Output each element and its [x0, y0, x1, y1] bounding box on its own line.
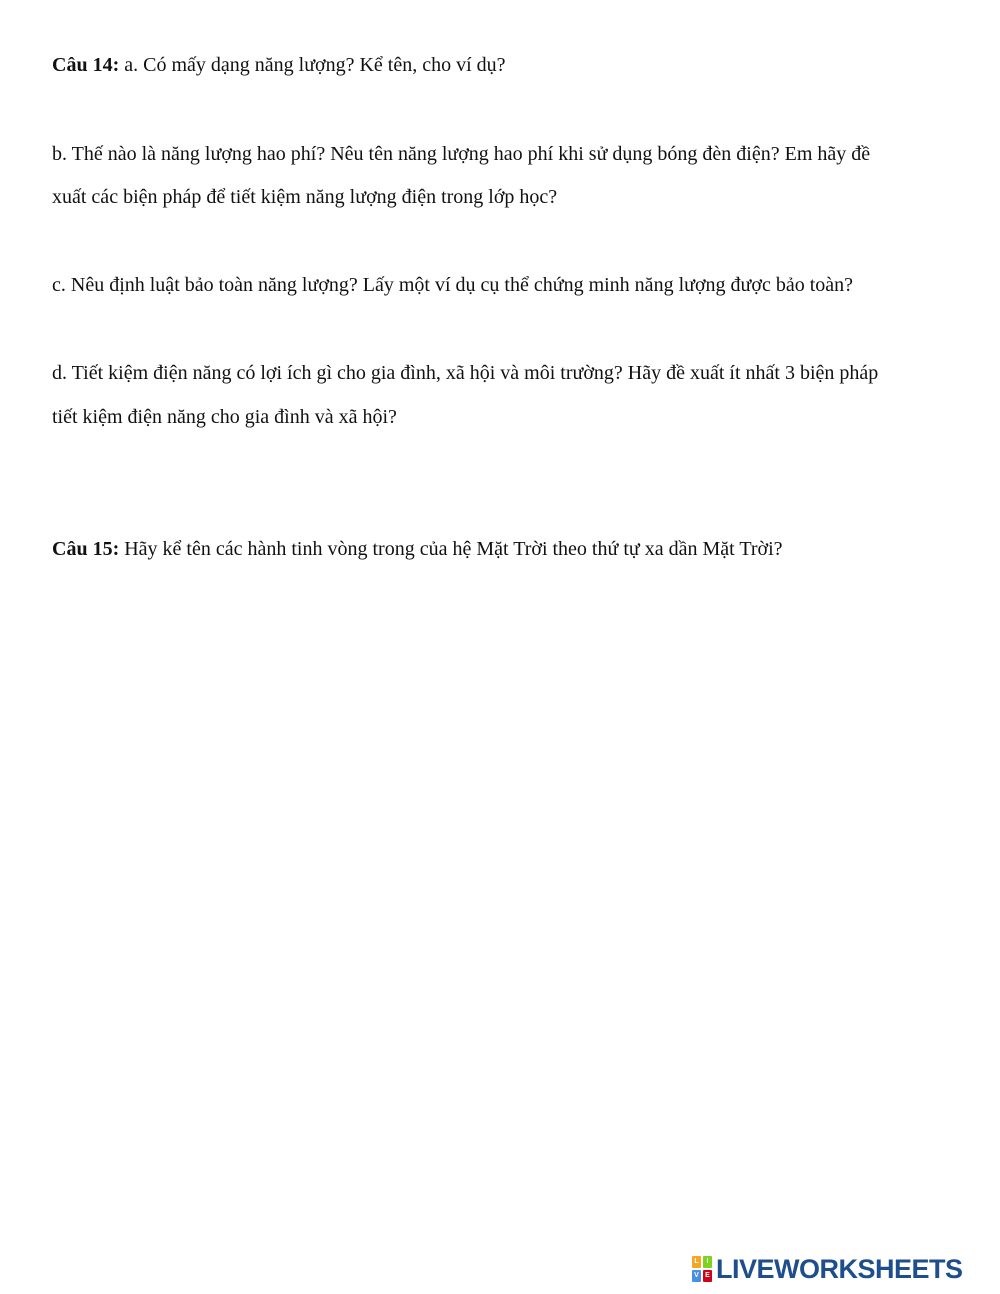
question-14-part-d-line-2: tiết kiệm điện năng cho gia đình và xã hội? [52, 406, 397, 428]
question-14-part-b-line-1: b. Thế nào là năng lượng hao phí? Nêu tên năng lượng hao phí khi sử dụng bóng đèn điện? Em hãy đề [52, 143, 871, 165]
question-15 [52, 535, 783, 563]
question-14-part-a [52, 51, 506, 79]
logo-mark-tile: V [692, 1270, 701, 1282]
question-14-part-b-line-2: xuất các biện pháp để tiết kiệm năng lượng điện trong lớp học? [52, 186, 558, 208]
liveworksheets-wordmark: LIVEWORKSHEETS [716, 1253, 963, 1284]
logo-mark-tile: I [703, 1256, 712, 1268]
question-15-label: Câu 15: [52, 538, 120, 560]
question-14-part-d-line-1: d. Tiết kiệm điện năng có lợi ích gì cho gia đình, xã hội và môi trường? Hãy đề xuất ít nhất 3 biện pháp [52, 362, 879, 384]
liveworksheets-logo [692, 1252, 963, 1286]
question-14-part-c: c. Nêu định luật bảo toàn năng lượng? Lấy một ví dụ cụ thể chứng minh năng lượng được bảo toàn? [52, 274, 854, 296]
liveworksheets-mark-icon [692, 1256, 712, 1282]
question-14-label: Câu 14: [52, 54, 120, 76]
logo-mark-tile: E [703, 1270, 712, 1282]
question-15-text: Hãy kể tên các hành tinh vòng trong của hệ Mặt Trời theo thứ tự xa dần Mặt Trời? [124, 538, 783, 560]
logo-mark-tile: L [692, 1256, 701, 1268]
question-14-a-text: a. Có mấy dạng năng lượng? Kể tên, cho ví dụ? [124, 54, 506, 76]
